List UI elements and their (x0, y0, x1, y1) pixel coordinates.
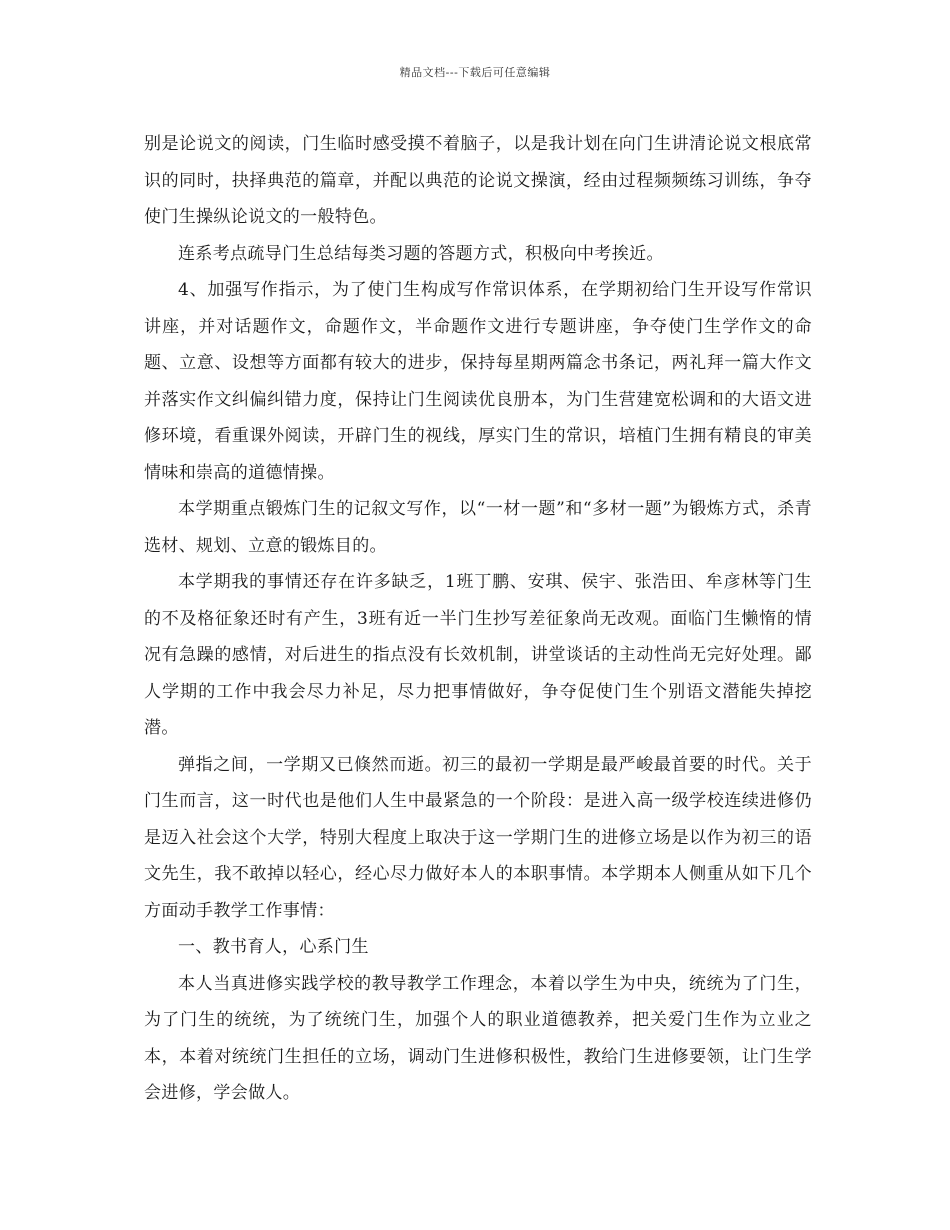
paragraph-5: 本学期我的事情还存在许多缺乏，1班丁鹏、安琪、侯宇、张浩田、牟彦林等门生的不及格征象还时有产生，3班有近一半门生抄写差征象尚无改观。面临门生懒惰的情况有急躁的感情，对后进生的指点没有长效机制，讲堂谈话的主动性尚无完好处理。鄙人学期的工作中我会尽力补足，尽力把事情做好，争夺促使门生个别语文潜能失掉挖潜。 (144, 572, 812, 738)
document-body (144, 126, 812, 1112)
paragraph-4: 本学期重点锻炼门生的记叙文写作，以“一材一题”和“多材一题”为锻炼方式，杀青选材、规划、立意的锻炼目的。 (144, 499, 812, 556)
paragraph-8: 本人当真进修实践学校的教导教学工作理念，本着以学生为中央，统统为了门生，为了门生的统统，为了统统门生，加强个人的职业道德教养，把关爱门生作为立业之本，本着对统统门生担任的立场，调动门生进修积极性，教给门生进修要领，让门生学会进修，学会做人。 (144, 973, 812, 1103)
paragraph-6: 弹指之间，一学期又已倏然而逝。初三的最初一学期是最严峻最首要的时代。关于门生而言，这一时代也是他们人生中最紧急的一个阶段：是进入高一级学校连续进修仍是迈入社会这个大学，特别大程度上取决于这一学期门生的进修立场是以作为初三的语文先生，我不敢掉以轻心，经心尽力做好本人的本职事情。本学期本人侧重从如下几个方面动手教学工作事情： (144, 754, 812, 921)
section-heading: 一、教书育人，心系门生 (178, 937, 369, 957)
paragraph-1: 别是论说文的阅读，门生临时感受摸不着脑子，以是我计划在向门生讲清论说文根底常识的同时，抉择典范的篇章，并配以典范的论说文操演，经由过程频频练习训练，争夺使门生操纵论说文的一般特色。 (144, 134, 812, 227)
paragraph-3: 4、加强写作指示，为了使门生构成写作常识体系，在学期初给门生开设写作常识讲座，并对话题作文，命题作文，半命题作文进行专题讲座，争夺使门生学作文的命题、立意、设想等方面都有较大的进步，保持每星期两篇念书条记，两礼拜一篇大作文并落实作文纠偏纠错力度，保持让门生阅读优良册本，为门生营建宽松调和的大语文进修环境，看重课外阅读，开辟门生的视线，厚实门生的常识，培植门生拥有精良的审美情味和崇高的道德情操。 (144, 280, 812, 483)
page-header: 精品文档---下载后可任意编辑 (399, 66, 551, 79)
paragraph-2: 连系考点疏导门生总结每类习题的答题方式，积极向中考挨近。 (178, 243, 664, 264)
